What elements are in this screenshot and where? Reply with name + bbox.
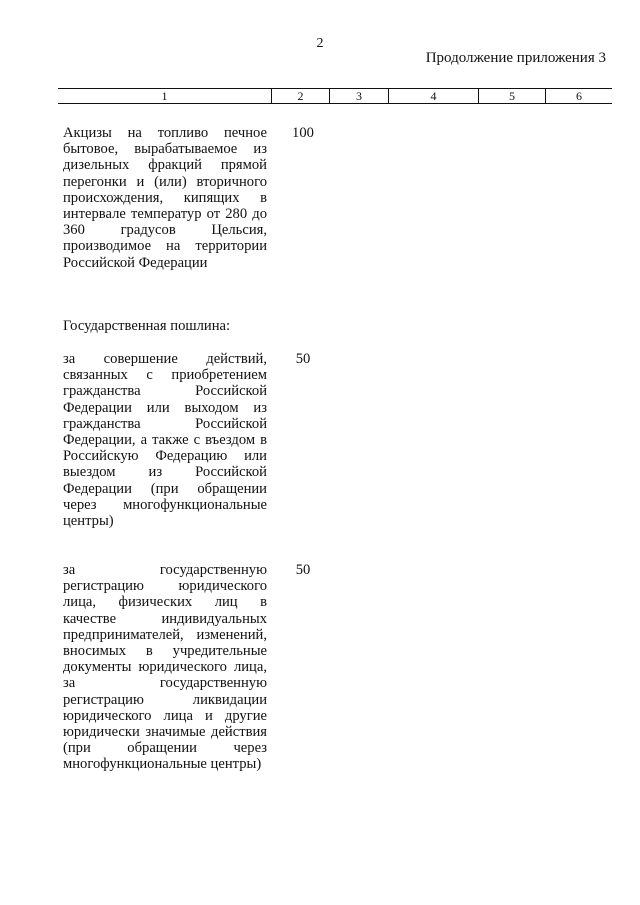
column-header-6: 6	[576, 89, 582, 103]
row-value-citizenship: 50	[295, 351, 311, 367]
column-header-row	[58, 88, 612, 104]
section-title-state-duty: Государственная пошлина:	[63, 318, 231, 334]
column-header-1: 1	[58, 89, 272, 103]
page-number: 2	[316, 36, 324, 51]
column-header-3: 3	[330, 89, 389, 103]
row-description-excise: Акцизы на топливо печное бытовое, вырабатываемое из дизельных фракций прямой перегонки и (или) вторичного происхождения, кипящих в интервале температур от 280 до 360 градусов Цельсия, производимое на территории Российской Федерации	[63, 125, 267, 271]
column-header-4: 4	[389, 89, 479, 103]
continuation-label: Продолжение приложения 3	[425, 50, 606, 66]
row-value-excise: 100	[292, 125, 314, 141]
column-header-2: 2	[272, 89, 330, 103]
row-description-registration: за государственную регистрацию юридического лица, физических лиц в качестве индивидуальных предпринимателей, изменений, вносимых в учредительные документы юридического лица, за государственную регистрацию ликвидации юридического лица и другие юридически значимые действия (при обращении через многофункциональные центры)	[63, 562, 267, 773]
row-value-registration: 50	[295, 562, 311, 578]
row-description-citizenship: за совершение действий, связанных с приобретением гражданства Российской Федерации или выходом из гражданства Российской Федерации, а также с въездом в Российскую Федерацию или выездом из Российской Федерации (при обращении через многофункциональные центры)	[63, 351, 267, 530]
column-header-5: 5	[479, 89, 546, 103]
